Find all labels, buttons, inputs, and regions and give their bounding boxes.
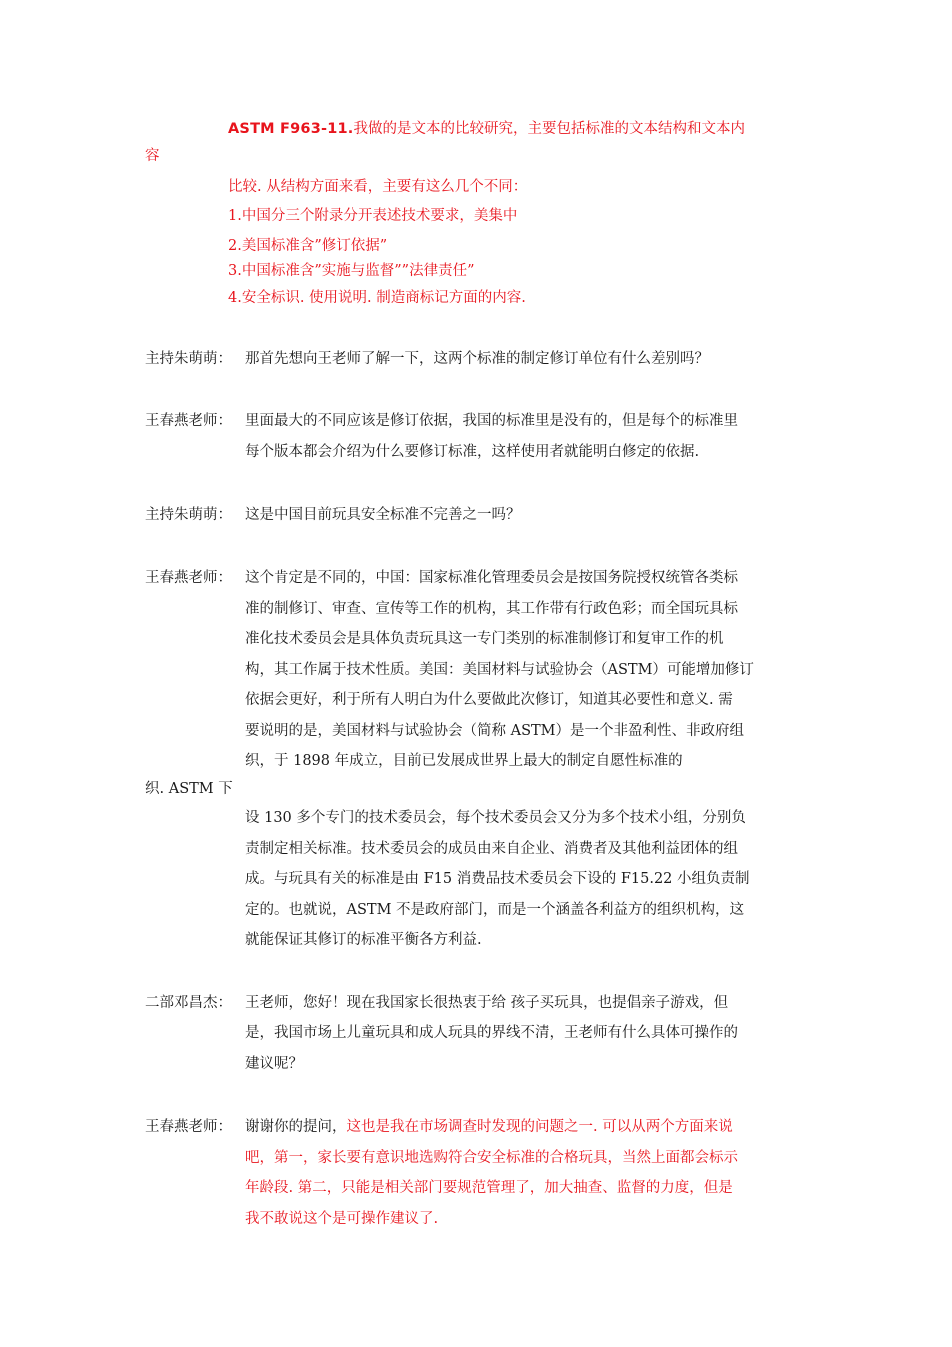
dialogue-line: 每个版本都会介绍为什么要修订标准，这样使用者就能明白修定的依据. <box>245 444 700 460</box>
speaker-label: 王春燕老师： <box>145 1119 232 1135</box>
dialogue-line: 织，于 1898 年成立，目前已发展成世界上最大的制定自愿性标准的 <box>245 753 683 769</box>
dialogue-line: 这个肯定是不同的，中国：国家标准化管理委员会是按国务院授权统管各类标 <box>245 570 738 586</box>
dialogue-line: 是，我国市场上儿童玩具和成人玩具的界线不清，王老师有什么具体可操作的 <box>245 1025 738 1041</box>
dialogue-line-red: 年龄段. 第二，只能是相关部门要规范管理了，加大抽查、监督的力度，但是 <box>245 1180 733 1196</box>
speaker-label: 主持朱萌萌： <box>145 507 232 523</box>
speaker-label: 主持朱萌萌： <box>145 351 232 367</box>
dialogue-line-mixed <box>245 1117 733 1137</box>
dialogue-line-red: 吧，第一，家长要有意识地选购符合安全标准的合格玩具，当然上面都会标示 <box>245 1150 738 1166</box>
dialogue-line: 这是中国目前玩具安全标准不完善之一吗？ <box>245 507 521 523</box>
dialogue-line: 准的制修订、审查、宣传等工作的机构，其工作带有行政色彩；而全国玩具标 <box>245 601 738 617</box>
speaker-label: 王春燕老师： <box>145 413 232 429</box>
intro-item-4: 4.安全标识. 使用说明. 制造商标记方面的内容. <box>228 290 526 306</box>
speaker-label: 王春燕老师： <box>145 570 232 586</box>
intro-line-1 <box>228 119 745 139</box>
dialogue-line: 依据会更好，利于所有人明白为什么要做此次修订，知道其必要性和意义. 需 <box>245 692 733 708</box>
dialogue-line: 设 130 多个专门的技术委员会，每个技术委员会又分为多个技术小组，分别负 <box>245 810 746 826</box>
dialogue-line: 王老师，您好！现在我国家长很热衷于给 孩子买玩具，也提倡亲子游戏，但 <box>245 995 729 1011</box>
dialogue-line-outdented: 织. ASTM 下 <box>145 781 233 797</box>
intro-item-2: 2.美国标准含”修订依据” <box>228 238 388 254</box>
dialogue-line: 责制定相关标准。技术委员会的成员由来自企业、消费者及其他利益团体的组 <box>245 841 738 857</box>
intro-item-1: 1.中国分三个附录分开表述技术要求，美集中 <box>228 208 518 224</box>
dialogue-line: 那首先想向王老师了解一下，这两个标准的制定修订单位有什么差别吗？ <box>245 351 709 367</box>
intro-line-2: 容 <box>145 148 160 164</box>
dialogue-line: 构，其工作属于技术性质。美国：美国材料与试验协会（ASTM）可能增加修订 <box>245 662 754 678</box>
dialogue-line: 准化技术委员会是具体负责玩具这一专门类别的标准制修订和复审工作的机 <box>245 631 724 647</box>
dialogue-line: 要说明的是，美国材料与试验协会（简称 ASTM）是一个非盈利性、非政府组 <box>245 723 745 739</box>
dialogue-line: 建议呢？ <box>245 1056 303 1072</box>
dialogue-line: 成。与玩具有关的标准是由 F15 消费品技术委员会下设的 F15.22 小组负责制 <box>245 871 750 887</box>
intro-item-3: 3.中国标准含”实施与监督””法律责任” <box>228 263 475 279</box>
dialogue-line: 定的。也就说，ASTM 不是政府部门，而是一个涵盖各利益方的组织机构，这 <box>245 902 745 918</box>
dialogue-line: 里面最大的不同应该是修订依据，我国的标准里是没有的，但是每个的标准里 <box>245 413 738 429</box>
speaker-label: 二部邓昌杰： <box>145 995 232 1011</box>
intro-line-3: 比较. 从结构方面来看，主要有这么几个不同： <box>228 179 528 195</box>
dialogue-line-black-part: 谢谢你的提问， <box>245 1119 347 1135</box>
intro-line-1-text: 我做的是文本的比较研究，主要包括标准的文本结构和文本内 <box>353 121 746 137</box>
dialogue-line-red-part: 这也是我在市场调查时发现的问题之一. 可以从两个方面来说 <box>346 1119 733 1135</box>
dialogue-line-red: 我不敢说这个是可操作建议了. <box>245 1211 439 1227</box>
intro-astm-code: ASTM F963-11. <box>228 121 354 137</box>
dialogue-line: 就能保证其修订的标准平衡各方利益. <box>245 932 482 948</box>
